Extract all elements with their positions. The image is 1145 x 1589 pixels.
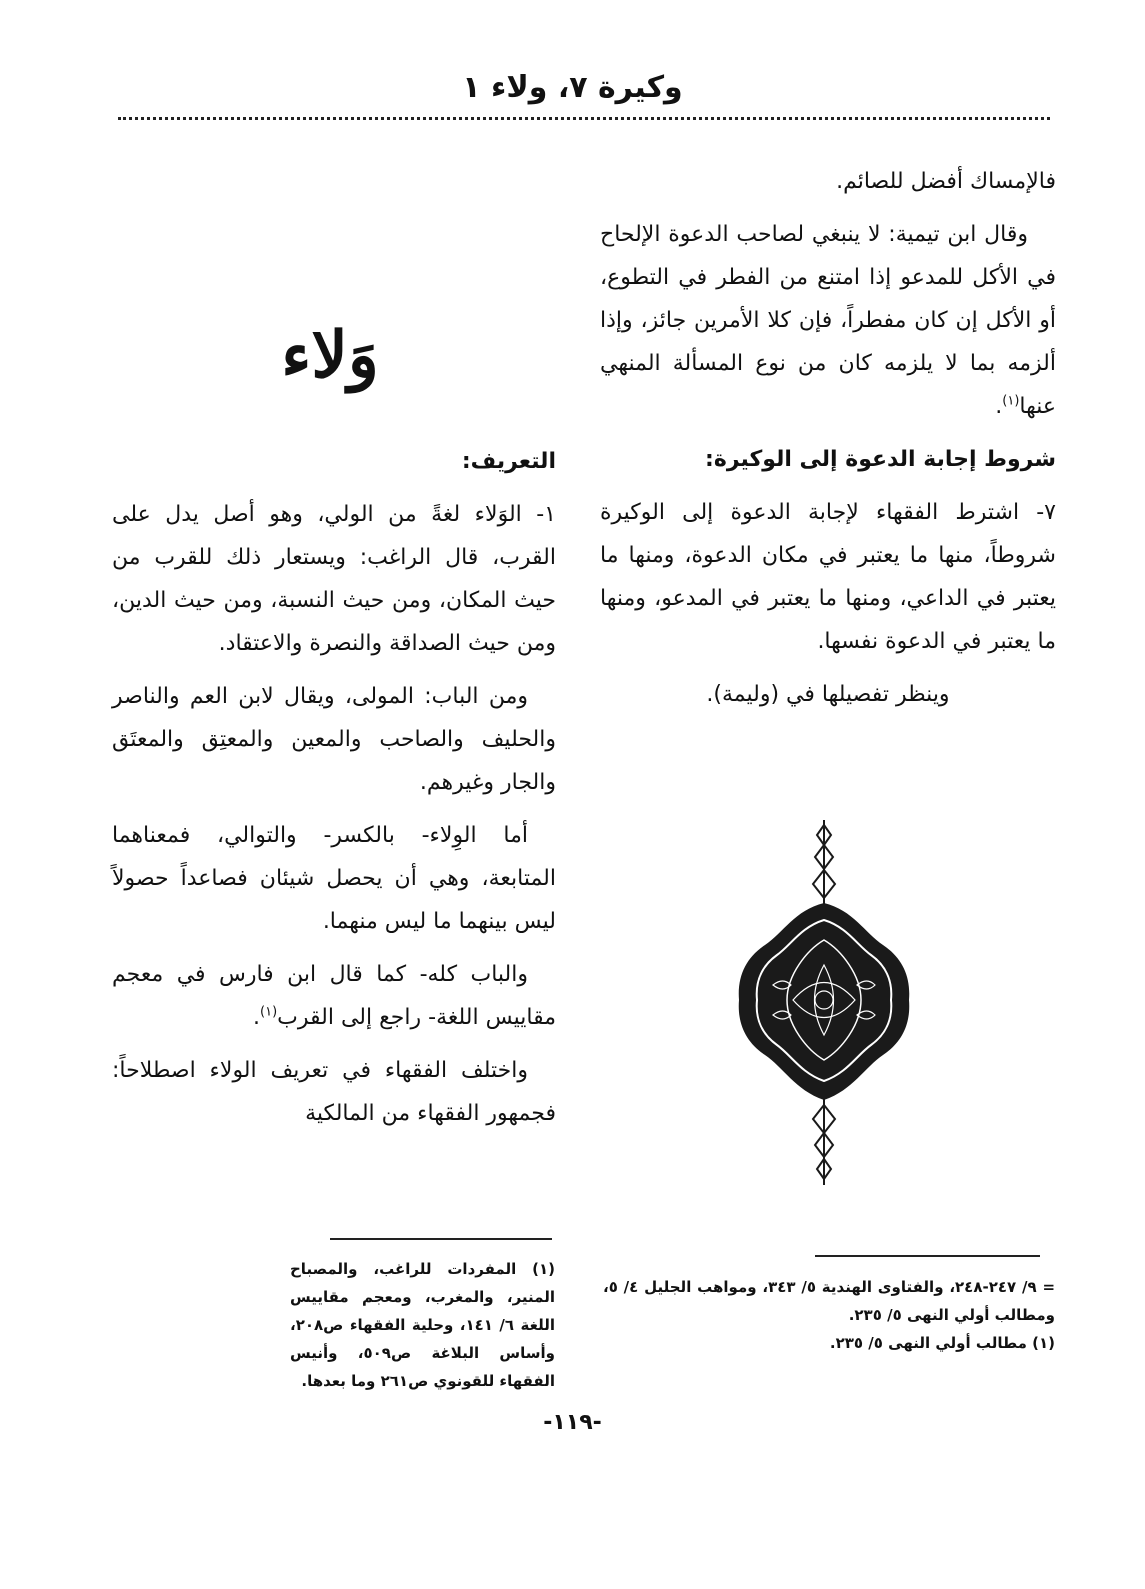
footnote-1: (١) مطالب أولي النهى ٥/ ٢٣٥.: [829, 1334, 1055, 1352]
paragraph-7: ٧- اشترط الفقهاء لإجابة الدعوة إلى الوكيرة شروطاً، منها ما يعتبر في مكان الدعوة، ومنها ما يعتبر في الداعي، ومنها ما يعتبر في المدعو، ومنها ما يعتبر في الدعوة نفسها.: [600, 500, 1056, 654]
see-also-line: وينظر تفصيلها في (وليمة).: [706, 682, 950, 707]
paragraph-3: أما الوِلاء- بالكسر- والتوالي، فمعناهما المتابعة، وهي أن يحصل شيئان فصاعداً حصولاً ليس بينهما ما ليس منهما.: [112, 823, 556, 934]
continuation-line: فالإمساك أفضل للصائم.: [836, 169, 1056, 194]
entry-title: وَلاء: [281, 318, 379, 393]
paragraph-text: والباب كله- كما قال ابن فارس في معجم مقاييس اللغة- راجع إلى القرب: [112, 962, 556, 1030]
paragraph-4: [112, 953, 556, 1039]
footnotes-right: [603, 1273, 1055, 1357]
paragraph-ibn-taymiyya: [600, 213, 1056, 428]
paragraph-end: .: [253, 1005, 261, 1030]
footnote-ref: (١): [1002, 393, 1020, 409]
footnote-ref: (١): [260, 1004, 278, 1020]
right-column: [600, 160, 1056, 726]
footnote-1: (١) المفردات للراغب، والمصباح المنير، والمغرب، ومعجم مقاييس اللغة ٦/ ١٤١، وحلية الفقهاء ص٢٠٨، وأساس البلاغة ص٥٠٩، وأنيس الفقهاء للقونوي ص٢٦١ وما بعدها.: [290, 1260, 556, 1390]
paragraph-1: ١- الوَلاء لغةً من الولي، وهو أصل يدل على القرب، قال الراغب: ويستعار ذلك للقرب من حيث المكان، ومن حيث النسبة، ومن حيث الدين، ومن حيث الصداقة والنصرة والاعتقاد.: [112, 502, 556, 656]
footnotes-left: [290, 1255, 555, 1395]
paragraph-2: ومن الباب: المولى، ويقال لابن العم والناصر والحليف والصاحب والمعين والمعتِق والمعتَق والجار وغيرهم.: [112, 684, 556, 795]
footnote-separator-right: [815, 1255, 1040, 1257]
arabesque-medallion-icon: [733, 815, 915, 1190]
footnote-separator-left: [330, 1238, 552, 1240]
page-number: -١١٩-: [543, 1410, 602, 1435]
paragraph-end: .: [995, 394, 1003, 419]
paragraph-text: وقال ابن تيمية: لا ينبغي لصاحب الدعوة الإلحاح في الأكل للمدعو إذا امتنع من الفطر في التطوع، أو الأكل إن كان مفطراً، فإن كلا الأمرين جائز، وإذا ألزمه بما لا يلزمه كان من نوع المسألة المنهي عنها: [600, 222, 1056, 419]
section-subheading: شروط إجابة الدعوة إلى الوكيرة:: [705, 447, 1056, 472]
header-dotted-rule: [118, 117, 1050, 120]
definition-heading: التعريف:: [461, 449, 556, 474]
paragraph-5: واختلف الفقهاء في تعريف الولاء اصطلاحاً: فجمهور الفقهاء من المالكية: [112, 1058, 556, 1126]
running-header: وكيرة ٧، ولاء ١: [462, 70, 683, 105]
footnote-continuation: = ٩/ ٢٤٧-٢٤٨، والفتاوى الهندية ٥/ ٣٤٣، ومواهب الجليل ٤/ ٥، ومطالب أولي النهى ٥/ ٢٣٥.: [603, 1278, 1056, 1324]
left-column: [112, 440, 556, 1145]
